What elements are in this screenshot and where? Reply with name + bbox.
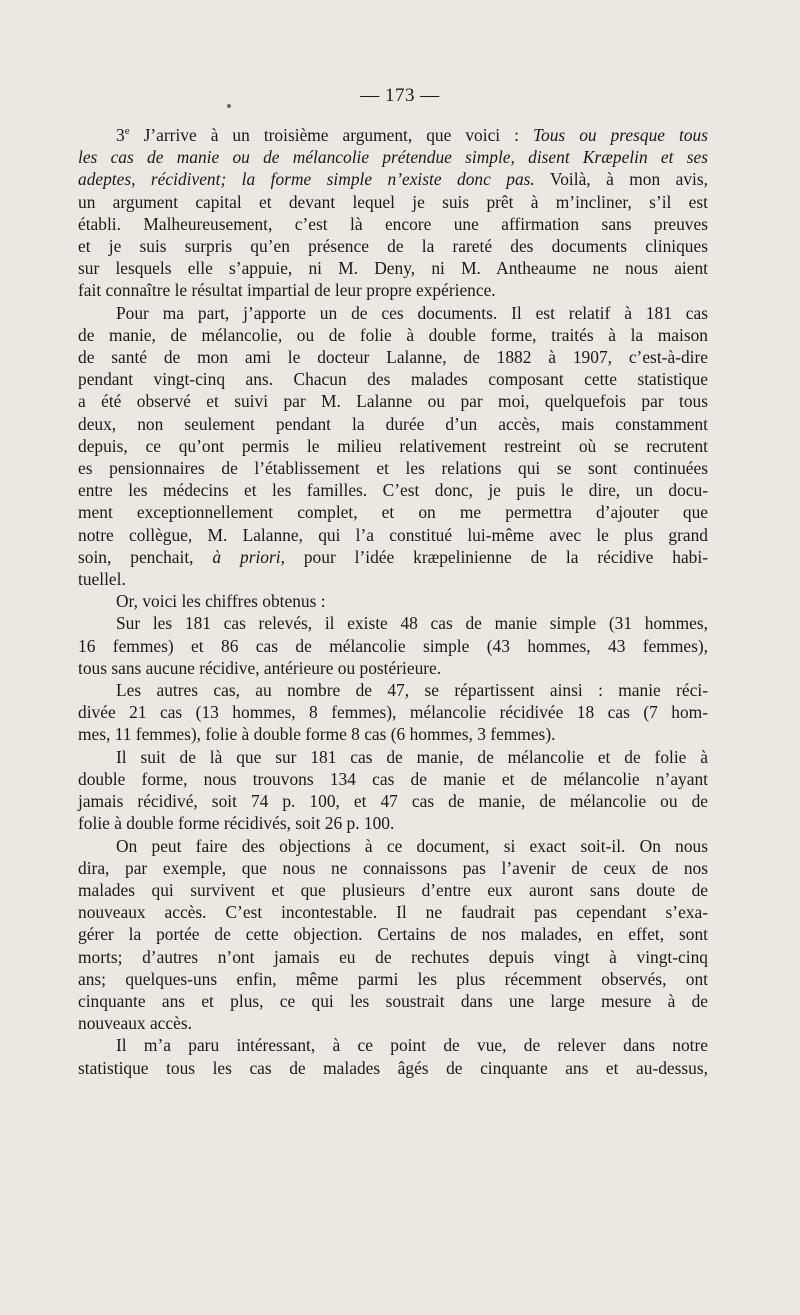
text-line: Pour ma part, j’apporte un de ces documents. Il est relatif à 181 cas <box>116 302 708 323</box>
text-line: adeptes, récidivent; la forme simple n’existe donc pas. Voilà, à mon avis, <box>78 169 708 190</box>
text-line: malades qui survivent et que plusieurs d’entre eux auront sans doute de <box>78 879 708 900</box>
text-line: Or, voici les chiffres obtenus : <box>116 591 326 612</box>
page-number: — 173 — <box>360 85 440 106</box>
text-line: et je suis surpris qu’en présence de la rareté des documents cliniques <box>78 236 708 257</box>
text-line: de manie, de mélancolie, ou de folie à double forme, traités à la maison <box>78 324 708 345</box>
body-text <box>78 124 708 1079</box>
text-line: 3e J’arrive à un troisième argument, que voici : Tous ou presque tous <box>116 125 708 145</box>
text-line: depuis, ce qu’ont permis le milieu relativement restreint où se recrutent <box>78 435 708 456</box>
text-line: cinquante ans et plus, ce qui les soustrait dans une large mesure à de <box>78 990 708 1011</box>
text-line: double forme, nous trouvons 134 cas de manie et de mélancolie n’ayant <box>78 768 708 789</box>
text-line: morts; d’autres n’ont jamais eu de rechutes depuis vingt à vingt-cinq <box>78 946 708 967</box>
text-line: dira, par exemple, que nous ne connaissons pas l’avenir de ceux de nos <box>78 857 708 878</box>
text-line: ans; quelques-uns enfin, même parmi les plus récemment observés, ont <box>78 968 708 989</box>
text-line: de santé de mon ami le docteur Lalanne, de 1882 à 1907, c’est-à-dire <box>78 347 708 368</box>
text-line: tuellel. <box>78 569 126 590</box>
text-line: fait connaître le résultat impartial de leur propre expérience. <box>78 280 496 301</box>
text-line: entre les médecins et les familles. C’est donc, je puis le dire, un docu- <box>78 480 708 501</box>
print-speck <box>227 104 231 108</box>
text-line: 16 femmes) et 86 cas de mélancolie simple (43 hommes, 43 femmes), <box>78 635 708 656</box>
text-line: deux, non seulement pendant la durée d’un accès, mais constamment <box>78 413 708 434</box>
text-line: statistique tous les cas de malades âgés de cinquante ans et au-dessus, <box>78 1057 708 1078</box>
text-line: On peut faire des objections à ce document, si exact soit-il. On nous <box>116 835 708 856</box>
text-line: Les autres cas, au nombre de 47, se répartissent ainsi : manie réci- <box>116 680 708 701</box>
text-line: soin, penchait, à priori, pour l’idée kræpelinienne de la récidive habi- <box>78 546 708 567</box>
text-line: a été observé et suivi par M. Lalanne ou par moi, quelquefois par tous <box>78 391 708 412</box>
text-line: tous sans aucune récidive, antérieure ou postérieure. <box>78 657 442 678</box>
text-line: mes, 11 femmes), folie à double forme 8 cas (6 hommes, 3 femmes). <box>78 724 556 745</box>
text-line: pendant vingt-cinq ans. Chacun des malades composant cette statistique <box>78 369 708 390</box>
text-line: ment exceptionnellement complet, et on me permettra d’ajouter que <box>78 502 708 523</box>
text-line: gérer la portée de cette objection. Certains de nos malades, en effet, sont <box>78 924 708 945</box>
text-line: folie à double forme récidivés, soit 26 p. 100. <box>78 813 395 834</box>
text-line: nouveaux accès. <box>78 1013 192 1034</box>
text-line: nouveaux accès. C’est incontestable. Il ne faudrait pas cependant s’exa- <box>78 902 708 923</box>
text-line: es pensionnaires de l’établissement et les relations qui se sont continuées <box>78 458 708 479</box>
text-line: Il m’a paru intéressant, à ce point de vue, de relever dans notre <box>116 1035 708 1056</box>
text-line: jamais récidivé, soit 74 p. 100, et 47 cas de manie, de mélancolie ou de <box>78 791 708 812</box>
text-line: notre collègue, M. Lalanne, qui l’a constitué lui-même avec le plus grand <box>78 524 708 545</box>
text-line: Il suit de là que sur 181 cas de manie, de mélancolie et de folie à <box>116 746 708 767</box>
text-line: établi. Malheureusement, c’est là encore une affirmation sans preuves <box>78 213 708 234</box>
text-line: Sur les 181 cas relevés, il existe 48 cas de manie simple (31 hommes, <box>116 613 708 634</box>
text-line: sur lesquels elle s’appuie, ni M. Deny, ni M. Antheaume ne nous aient <box>78 258 708 279</box>
text-line: un argument capital et devant lequel je suis prêt à m’incliner, s’il est <box>78 191 708 212</box>
text-line: les cas de manie ou de mélancolie prétendue simple, disent Kræpelin et ses <box>78 147 708 168</box>
text-line: divée 21 cas (13 hommes, 8 femmes), mélancolie récidivée 18 cas (7 hom- <box>78 702 708 723</box>
